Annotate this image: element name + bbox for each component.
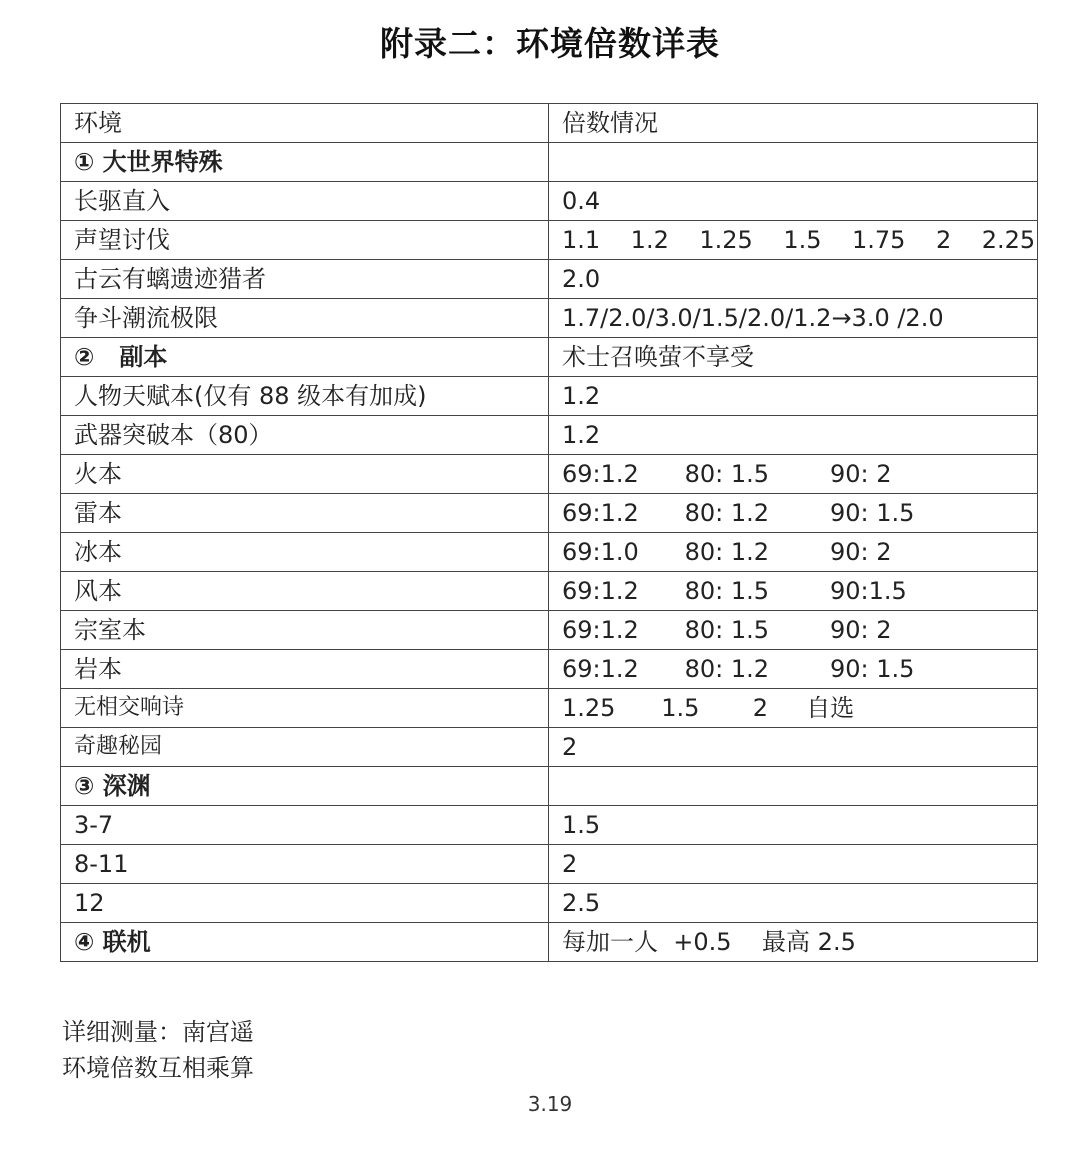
table-row (61, 533, 1038, 572)
value-cell: 1.2 (549, 377, 1038, 416)
env-cell: 人物天赋本(仅有 88 级本有加成) (61, 377, 549, 416)
value-cell: 2 (549, 845, 1038, 884)
table-row (61, 143, 1038, 182)
env-cell: 无相交响诗 (61, 689, 549, 728)
env-cell: 声望讨伐 (61, 221, 549, 260)
table-row (61, 260, 1038, 299)
env-cell: ② 副本 (61, 338, 549, 377)
table-row (61, 221, 1038, 260)
env-cell: 武器突破本（80） (61, 416, 549, 455)
value-cell: 2 (549, 728, 1038, 767)
value-cell: 每加一人 +0.5 最高 2.5 (549, 923, 1038, 962)
env-cell: 8-11 (61, 845, 549, 884)
env-cell: 冰本 (61, 533, 549, 572)
document-title: 附录二：环境倍数详表 (380, 24, 720, 63)
table-row (61, 299, 1038, 338)
header-environment: 环境 (61, 104, 549, 143)
table-row (61, 650, 1038, 689)
value-cell: 69:1.2 80: 1.5 90:1.5 (549, 572, 1038, 611)
env-cell: ① 大世界特殊 (61, 143, 549, 182)
env-cell: 争斗潮流极限 (61, 299, 549, 338)
value-cell: 69:1.2 80: 1.2 90: 1.5 (549, 494, 1038, 533)
table-row (61, 455, 1038, 494)
value-cell: 1.7/2.0/3.0/1.5/2.0/1.2→3.0 /2.0 (549, 299, 1038, 338)
table-row (61, 338, 1038, 377)
table-row (61, 689, 1038, 728)
table-row (61, 494, 1038, 533)
table-row (61, 416, 1038, 455)
env-cell: 奇趣秘园 (61, 728, 549, 767)
table-row (61, 572, 1038, 611)
env-cell: 雷本 (61, 494, 549, 533)
table-row (61, 377, 1038, 416)
value-cell: 术士召唤萤不享受 (549, 338, 1038, 377)
value-cell: 1.5 (549, 806, 1038, 845)
table-row (61, 806, 1038, 845)
table-row (61, 884, 1038, 923)
value-cell: 1.1 1.2 1.25 1.5 1.75 2 2.25 (549, 221, 1038, 260)
env-cell: 3-7 (61, 806, 549, 845)
env-cell: ④ 联机 (61, 923, 549, 962)
table-row (61, 767, 1038, 806)
value-cell: 69:1.2 80: 1.5 90: 2 (549, 611, 1038, 650)
table-row (61, 182, 1038, 221)
header-multiplier: 倍数情况 (549, 104, 1038, 143)
table-header-row (61, 104, 1038, 143)
value-cell: 0.4 (549, 182, 1038, 221)
env-cell: 长驱直入 (61, 182, 549, 221)
value-cell: 69:1.0 80: 1.2 90: 2 (549, 533, 1038, 572)
footnote-multiplicative: 环境倍数互相乘算 (62, 1054, 254, 1082)
value-cell: 2.5 (549, 884, 1038, 923)
value-cell (549, 767, 1038, 806)
value-cell: 1.25 1.5 2 自选 (549, 689, 1038, 728)
table-row (61, 728, 1038, 767)
value-cell (549, 143, 1038, 182)
table-row (61, 611, 1038, 650)
env-cell: ③ 深渊 (61, 767, 549, 806)
env-cell: 12 (61, 884, 549, 923)
environment-multiplier-table (60, 103, 1038, 962)
table-row (61, 845, 1038, 884)
value-cell: 2.0 (549, 260, 1038, 299)
table-row (61, 923, 1038, 962)
env-cell: 风本 (61, 572, 549, 611)
env-cell: 岩本 (61, 650, 549, 689)
value-cell: 1.2 (549, 416, 1038, 455)
env-cell: 古云有螭遗迹猎者 (61, 260, 549, 299)
env-cell: 火本 (61, 455, 549, 494)
page-number: 3.19 (527, 1092, 573, 1116)
env-cell: 宗室本 (61, 611, 549, 650)
footnote-measured-by: 详细测量：南宫遥 (62, 1018, 254, 1046)
value-cell: 69:1.2 80: 1.2 90: 1.5 (549, 650, 1038, 689)
value-cell: 69:1.2 80: 1.5 90: 2 (549, 455, 1038, 494)
